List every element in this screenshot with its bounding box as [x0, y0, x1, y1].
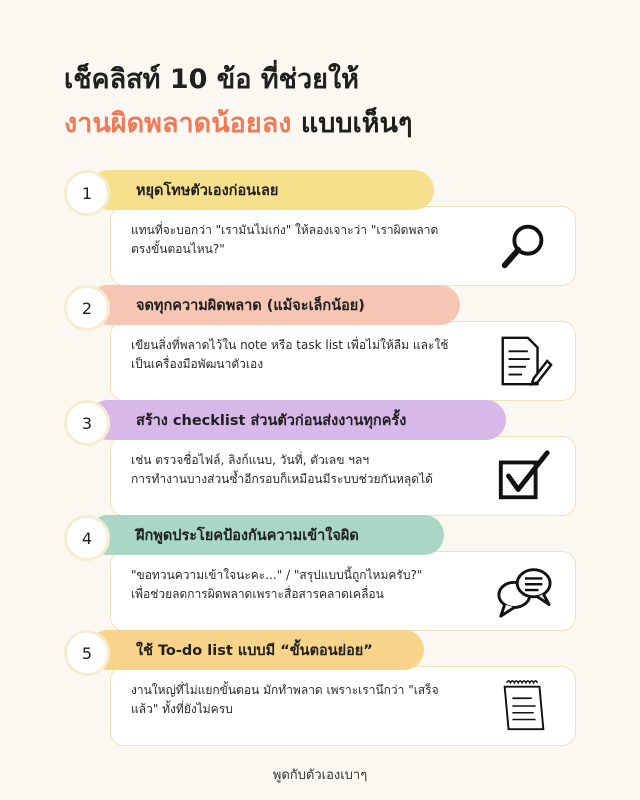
item-heading: ใช้ To-do list แบบมี “ขั้นตอนย่อย”	[136, 642, 373, 659]
title-line-1: เช็คลิสท์ 10 ข้อ ที่ช่วยให้	[64, 64, 359, 95]
item-number: 1	[64, 170, 110, 216]
item-description	[131, 451, 476, 489]
item-heading: ฝึกพูดประโยคป้องกันความเข้าใจผิด	[136, 527, 359, 544]
description-line-1: "ขอทวนความเข้าใจนะคะ..." / "สรุปแบบนี้ถูกไหมครับ?"	[131, 568, 423, 582]
item-heading-bar	[88, 630, 424, 670]
item-card	[110, 436, 576, 516]
item-card	[110, 551, 576, 631]
checklist-item-3	[64, 400, 576, 510]
description-line-2: เพื่อช่วยลดการผิดพลาดเพราะสื่อสารคลาดเคลื่อน	[131, 587, 384, 601]
magnifier-icon	[495, 217, 553, 275]
item-number: 2	[64, 285, 110, 331]
description-line-2: แล้ว" ทั้งที่ยังไม่ครบ	[131, 702, 233, 716]
speech-bubbles-icon	[495, 562, 553, 620]
item-description	[131, 566, 476, 604]
item-heading-bar	[88, 515, 444, 555]
item-heading: จดทุกความผิดพลาด (แม้จะเล็กน้อย)	[136, 297, 365, 314]
page-title	[64, 58, 413, 146]
title-rest: แบบเห็นๆ	[291, 108, 413, 139]
item-number: 4	[64, 515, 110, 561]
checklist-item-5	[64, 630, 576, 740]
description-line-1: งานใหญ่ที่ไม่แยกขั้นตอน มักทำพลาด เพราะเรานึกว่า "เสร็จ	[131, 683, 439, 697]
description-line-2: การทำงานบางส่วนซ้ำอีกรอบก็เหมือนมีระบบช่วยกันหลุดได้	[131, 472, 433, 486]
item-number: 3	[64, 400, 110, 446]
checklist-item-4	[64, 515, 576, 625]
item-card	[110, 666, 576, 746]
item-number: 5	[64, 630, 110, 676]
item-description	[131, 681, 476, 719]
todo-list-icon	[495, 677, 553, 735]
description-line-2: ตรงขั้นตอนไหน?"	[131, 242, 225, 256]
title-accent: งานผิดพลาดน้อยลง	[64, 108, 292, 139]
description-line-1: เช่น ตรวจชื่อไฟล์, ลิงก์แนบ, วันที่, ตัวเลข ฯลฯ	[131, 453, 370, 467]
checkbox-icon	[495, 447, 553, 505]
item-card	[110, 206, 576, 286]
description-line-2: เป็นเครื่องมือพัฒนาตัวเอง	[131, 357, 264, 371]
item-heading: หยุดโทษตัวเองก่อนเลย	[136, 182, 279, 199]
description-line-1: เขียนสิ่งที่พลาดไว้ใน note หรือ task list เพื่อไม่ให้ลืม และใช้	[131, 338, 449, 352]
title-line-2	[64, 102, 413, 146]
footer-caption: พูดกับตัวเองเบาๆ	[272, 768, 368, 783]
item-heading-bar	[88, 170, 434, 210]
note-pencil-icon	[495, 332, 553, 390]
item-card	[110, 321, 576, 401]
description-line-1: แทนที่จะบอกว่า "เรามันไม่เก่ง" ให้ลองเจาะว่า "เราผิดพลาด	[131, 223, 439, 237]
item-heading-bar	[88, 285, 460, 325]
item-description	[131, 336, 476, 374]
checklist-item-2	[64, 285, 576, 395]
checklist-item-1	[64, 170, 576, 280]
item-description	[131, 221, 476, 259]
item-heading: สร้าง checklist ส่วนตัวก่อนส่งงานทุกครั้ง	[136, 412, 407, 429]
item-heading-bar	[88, 400, 506, 440]
